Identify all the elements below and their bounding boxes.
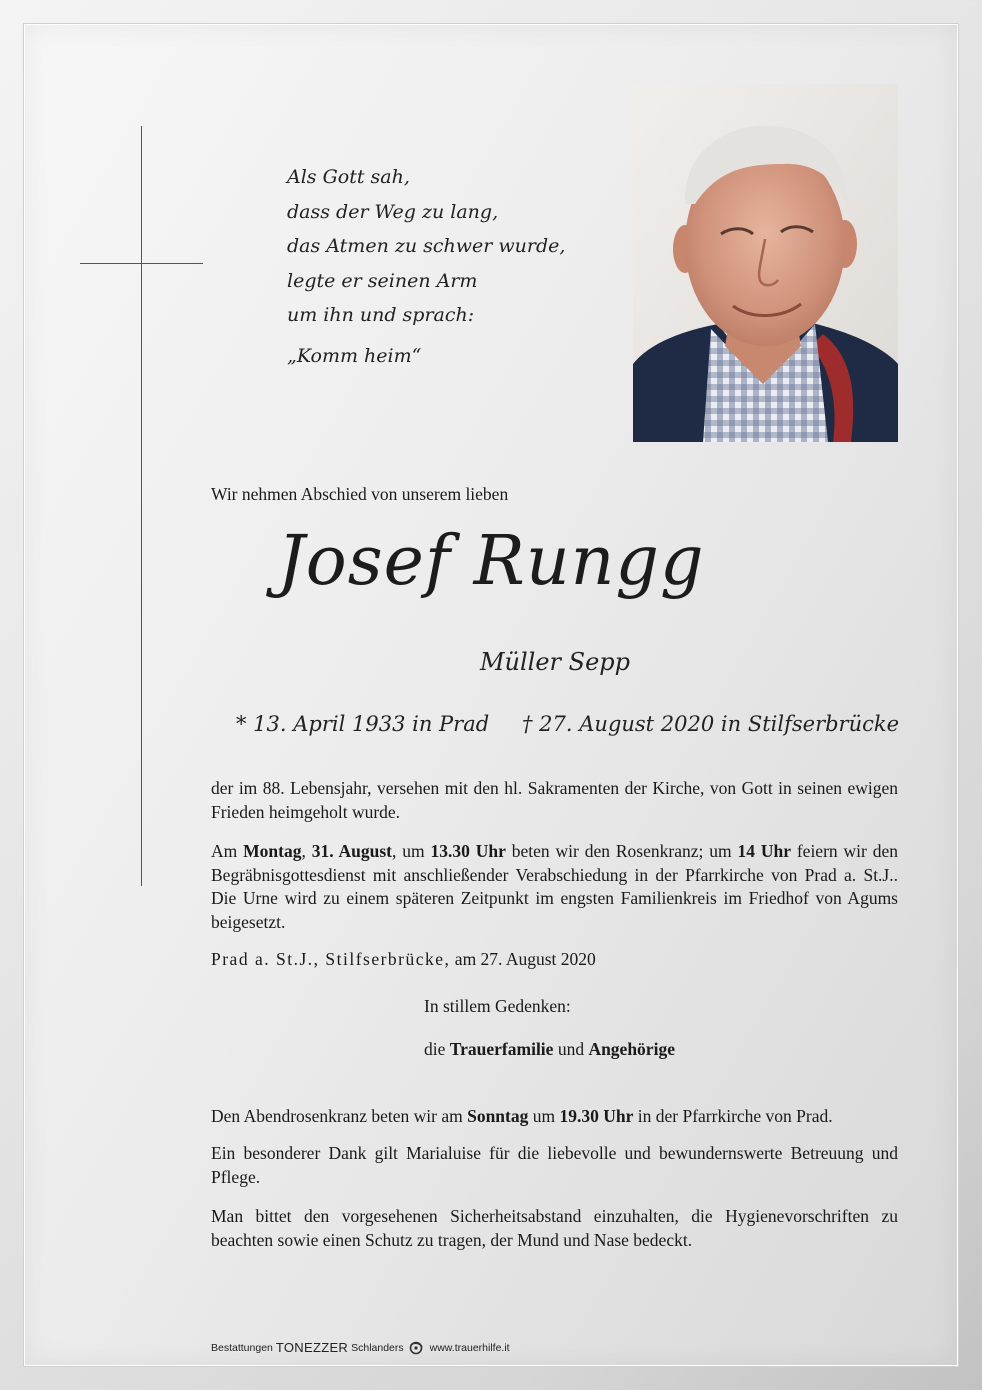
memory-line: In stillem Gedenken: bbox=[424, 996, 571, 1016]
relatives-bold: Angehörige bbox=[588, 1039, 675, 1059]
paragraph-funeral-details bbox=[211, 840, 898, 934]
cross-vertical-line bbox=[141, 126, 142, 886]
text: die bbox=[424, 1039, 450, 1059]
paragraph-passing: der im 88. Lebensjahr, versehen mit den hl. Sakramenten der Kirche, von Gott in seinen ewigen Frieden heimgeholt wurde. bbox=[211, 778, 898, 822]
rosary-time-bold: 13.30 Uhr bbox=[430, 841, 506, 861]
date-bold: 31. August bbox=[311, 841, 392, 861]
time-bold: 19.30 Uhr bbox=[559, 1106, 634, 1126]
birth-date: * 13. April 1933 in Prad bbox=[236, 712, 490, 736]
paragraph-thanks: Ein besonderer Dank gilt Marialuise für die liebevolle und bewundernswerte Betreuung und Pflege. bbox=[211, 1143, 898, 1187]
text: um bbox=[528, 1106, 560, 1126]
sunday-bold: Sonntag bbox=[467, 1106, 529, 1126]
deceased-nickname: Müller Sepp bbox=[479, 648, 631, 676]
paragraph-evening-rosary bbox=[211, 1105, 898, 1129]
footer-brand: TONEZZER bbox=[275, 1340, 349, 1355]
paragraph-safety-notice: Man bittet den vorgesehenen Sicherheitsabstand einzuhalten, die Hygienevorschriften zu beachten sowie einen Schutz zu tragen, der Mund und Nase bedeckt. bbox=[211, 1206, 898, 1250]
cross-horizontal-line bbox=[80, 263, 203, 264]
family-line bbox=[424, 1039, 675, 1060]
text: beten wir den Rosenkranz; um bbox=[505, 841, 738, 861]
text: , um bbox=[391, 841, 431, 861]
text: in der Pfarrkirche von Prad. bbox=[633, 1106, 833, 1126]
portrait-illustration bbox=[633, 84, 898, 442]
intro-text: Wir nehmen Abschied von unserem lieben bbox=[211, 484, 509, 504]
weekday-bold: Montag bbox=[243, 841, 302, 861]
date: am 27. August 2020 bbox=[450, 949, 596, 969]
deceased-name: Josef Rungg bbox=[277, 522, 705, 601]
footer bbox=[211, 1340, 510, 1355]
poem-line: das Atmen zu schwer wurde, bbox=[287, 235, 566, 257]
place: Prad a. St.J., Stilfserbrücke, bbox=[211, 949, 451, 969]
poem-closing: „Komm heim“ bbox=[287, 344, 422, 367]
text: Am bbox=[211, 841, 244, 861]
text: , bbox=[301, 841, 312, 861]
text: feiern wir den Begräbnisgottesdienst mit anschließender Verabschiedung in der Pfarrkirche von Prad a. St.J.. Die Urne wird zu einem späteren Zeitpunkt im engsten Familienkreis im Friedhof von Agums beigesetzt. bbox=[211, 841, 898, 932]
footer-link[interactable]: www.trauerhilfe.it bbox=[429, 1341, 510, 1354]
poem-line: um ihn und sprach: bbox=[287, 304, 475, 326]
portrait-photo bbox=[633, 84, 898, 442]
place-and-date bbox=[211, 949, 596, 970]
service-time-bold: 14 Uhr bbox=[737, 841, 791, 861]
poem-line: legte er seinen Arm bbox=[287, 269, 478, 292]
poem-line: Als Gott sah, bbox=[287, 166, 410, 188]
poem bbox=[287, 160, 607, 373]
footer-prefix: Bestattungen bbox=[211, 1341, 273, 1354]
text: Den Abendrosenkranz beten wir am bbox=[211, 1106, 468, 1126]
family-bold: Trauerfamilie bbox=[449, 1039, 554, 1059]
poem-line: dass der Weg zu lang, bbox=[287, 200, 499, 223]
trauerhilfe-logo-icon bbox=[408, 1341, 424, 1355]
text: und bbox=[553, 1039, 589, 1059]
death-date: † 27. August 2020 in Stilfserbrücke bbox=[522, 712, 900, 736]
footer-suffix: Schlanders bbox=[351, 1341, 404, 1354]
